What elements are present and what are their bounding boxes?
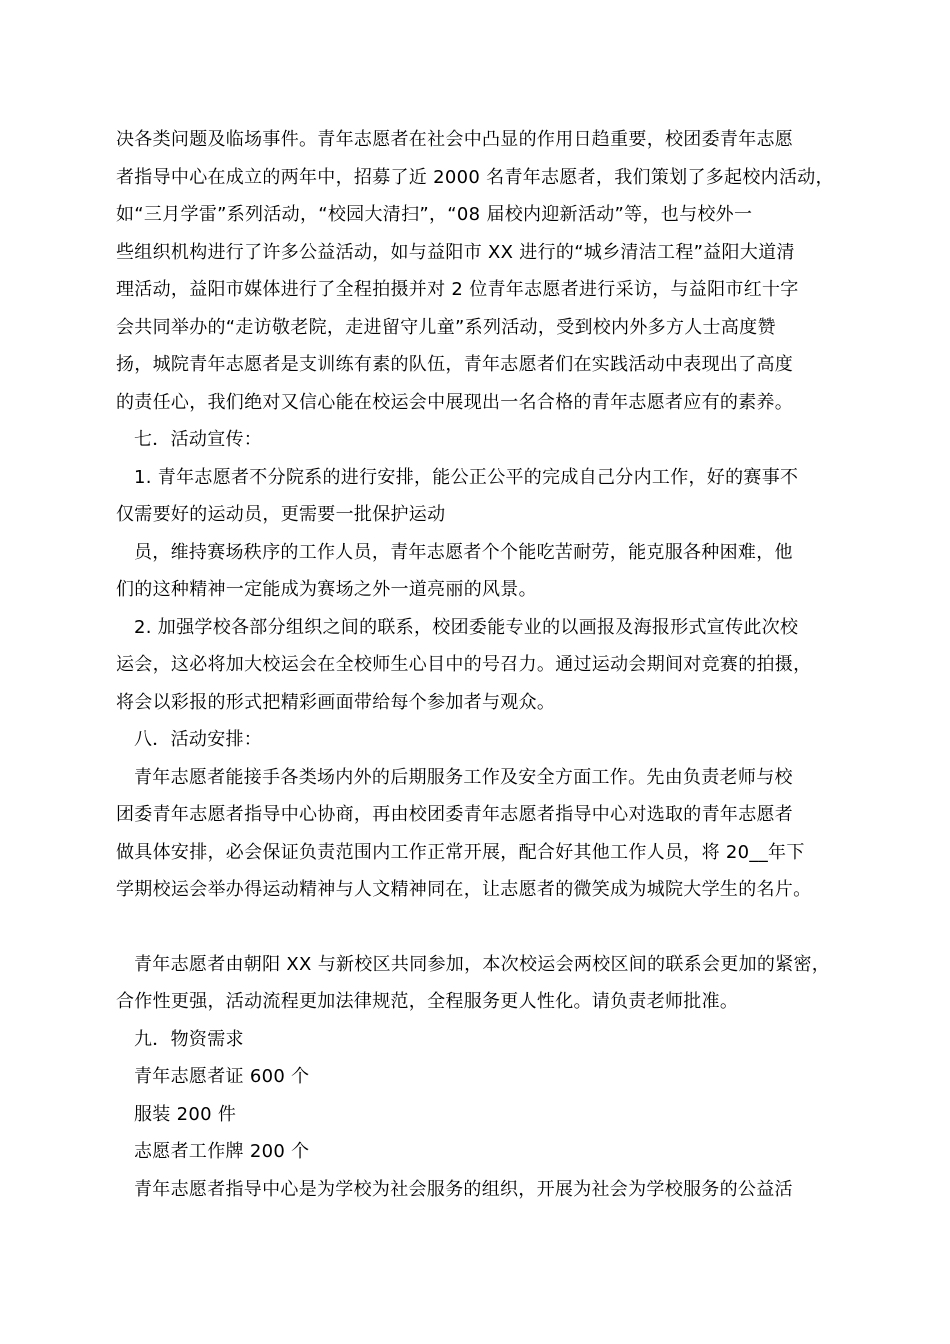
document-body (116, 121, 846, 1208)
list-item: 志愿者工作牌 200 个 (134, 1141, 310, 1162)
paragraph-line: 如“三月学雷”系列活动，“校园大清扫”，“08 届校内迎新活动”等，也与校外一 (116, 204, 753, 225)
paragraph-line: 1. 青年志愿者不分院系的进行安排，能公正公平的完成自己分内工作，好的赛事不 (134, 466, 799, 488)
paragraph-line: 们的这种精神一定能成为赛场之外一道亮丽的风景。 (116, 579, 537, 600)
paragraph-line: 青年志愿者指导中心是为学校为社会服务的组织，开展为社会为学校服务的公益活 (134, 1178, 793, 1200)
paragraph-line: 做具体安排，必会保证负责范围内工作正常开展，配合好其他工作人员，将 20__年下 (116, 841, 805, 863)
paragraph-line: 者指导中心在成立的两年中，招募了近 2000 名青年志愿者，我们策划了多起校内活动， (116, 166, 834, 188)
paragraph-line: 学期校运会举办得运动精神与人文精神同在，让志愿者的微笑成为城院大学生的名片。 (116, 879, 812, 900)
paragraph-line: 些组织机构进行了许多公益活动，如与益阳市 XX 进行的“城乡清洁工程”益阳大道清 (116, 241, 795, 263)
paragraph-line: 青年志愿者能接手各类场内外的后期服务工作及安全方面工作。先由负责老师与校 (134, 766, 793, 788)
paragraph-line: 的责任心，我们绝对又信心能在校运会中展现出一名合格的青年志愿者应有的素养。 (116, 391, 794, 413)
paragraph-line: 将会以彩报的形式把精彩画面带给每个参加者与观众。 (116, 691, 556, 713)
paragraph-line: 决各类问题及临场事件。青年志愿者在社会中凸显的作用日趋重要，校团委青年志愿 (116, 129, 794, 150)
paragraph-gap (116, 909, 846, 946)
paragraph-line: 团委青年志愿者指导中心协商，再由校团委青年志愿者指导中心对选取的青年志愿者 (116, 804, 794, 825)
section-heading-9: 九．物资需求 (134, 1028, 244, 1050)
paragraph-line: 运会，这必将加大校运会在全校师生心目中的号召力。通过运动会期间对竞赛的拍摄， (116, 654, 812, 675)
list-item: 青年志愿者证 600 个 (134, 1066, 310, 1087)
paragraph-line: 青年志愿者由朝阳 XX 与新校区共同参加，本次校运会两校区间的联系会更加的紧密， (134, 953, 831, 975)
list-item: 服装 200 件 (134, 1103, 237, 1125)
paragraph-line: 员，维持赛场秩序的工作人员，青年志愿者个个能吃苦耐劳，能克服各种困难，他 (134, 541, 793, 563)
section-heading-8: 八．活动安排： (134, 729, 263, 750)
section-heading-7: 七．活动宣传： (134, 429, 263, 450)
paragraph-line: 会共同举办的“走访敬老院，走进留守儿童”系列活动，受到校内外多方人士高度赞 (116, 316, 776, 338)
paragraph-line: 合作性更强，活动流程更加法律规范，全程服务更人性化。请负责老师批准。 (116, 991, 739, 1012)
paragraph-line: 理活动，益阳市媒体进行了全程拍摄并对 2 位青年志愿者进行采访，与益阳市红十字 (116, 279, 799, 300)
paragraph-line: 2. 加强学校各部分组织之间的联系，校团委能专业的以画报及海报形式宣传此次校 (134, 616, 799, 638)
paragraph-line: 仅需要好的运动员，更需要一批保护运动 (116, 504, 446, 525)
paragraph-line: 扬，城院青年志愿者是支训练有素的队伍，青年志愿者们在实践活动中表现出了高度 (116, 354, 794, 375)
